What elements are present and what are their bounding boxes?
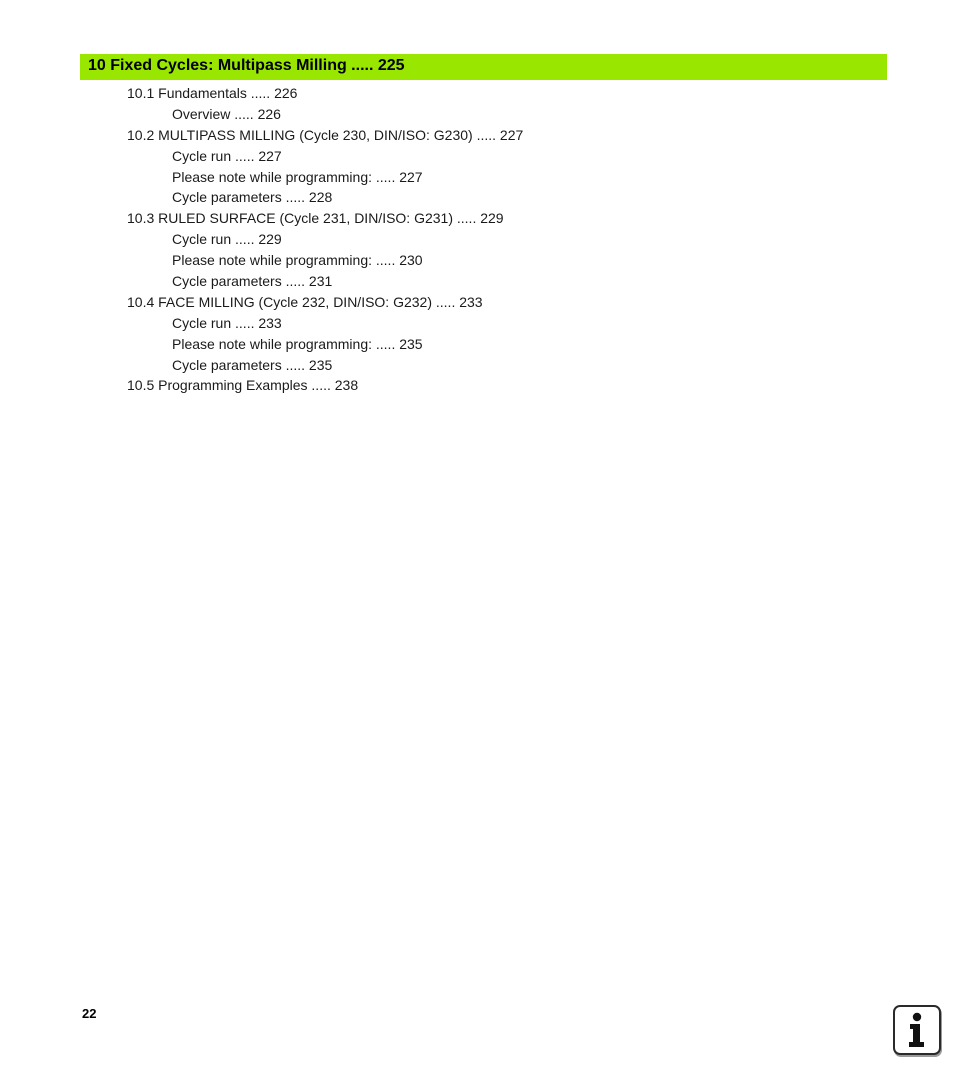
chapter-title: 10 Fixed Cycles: Multipass Milling ..... 225 — [88, 57, 405, 74]
toc-entry[interactable]: Cycle parameters ..... 235 — [172, 356, 333, 373]
toc-entry[interactable]: Cycle run ..... 233 — [172, 314, 282, 331]
toc-entry[interactable]: Cycle run ..... 227 — [172, 147, 282, 164]
toc-entry[interactable]: 10.3 RULED SURFACE (Cycle 231, DIN/ISO: G231) ..... 229 — [127, 210, 504, 227]
toc-entry[interactable]: Overview ..... 226 — [172, 105, 281, 122]
toc-entry[interactable]: Please note while programming: ..... 235 — [172, 335, 423, 352]
toc-entry[interactable]: Cycle parameters ..... 228 — [172, 189, 333, 206]
toc-entry[interactable]: 10.4 FACE MILLING (Cycle 232, DIN/ISO: G232) ..... 233 — [127, 293, 483, 310]
toc-entry[interactable]: Please note while programming: ..... 227 — [172, 168, 423, 185]
info-icon — [893, 1005, 941, 1055]
chapter-header — [80, 54, 887, 80]
toc-entry[interactable]: 10.5 Programming Examples ..... 238 — [127, 377, 359, 394]
toc-entry[interactable]: 10.2 MULTIPASS MILLING (Cycle 230, DIN/ISO: G230) ..... 227 — [127, 126, 524, 143]
toc-entry[interactable]: Cycle run ..... 229 — [172, 231, 282, 248]
page-number: 22 — [82, 1006, 97, 1021]
toc-entry[interactable]: Please note while programming: ..... 230 — [172, 252, 423, 269]
toc-list — [0, 84, 523, 397]
toc-entry[interactable]: 10.1 Fundamentals ..... 226 — [127, 85, 298, 101]
toc-entry[interactable]: Cycle parameters ..... 231 — [172, 273, 333, 290]
info-glyph — [895, 1007, 939, 1053]
